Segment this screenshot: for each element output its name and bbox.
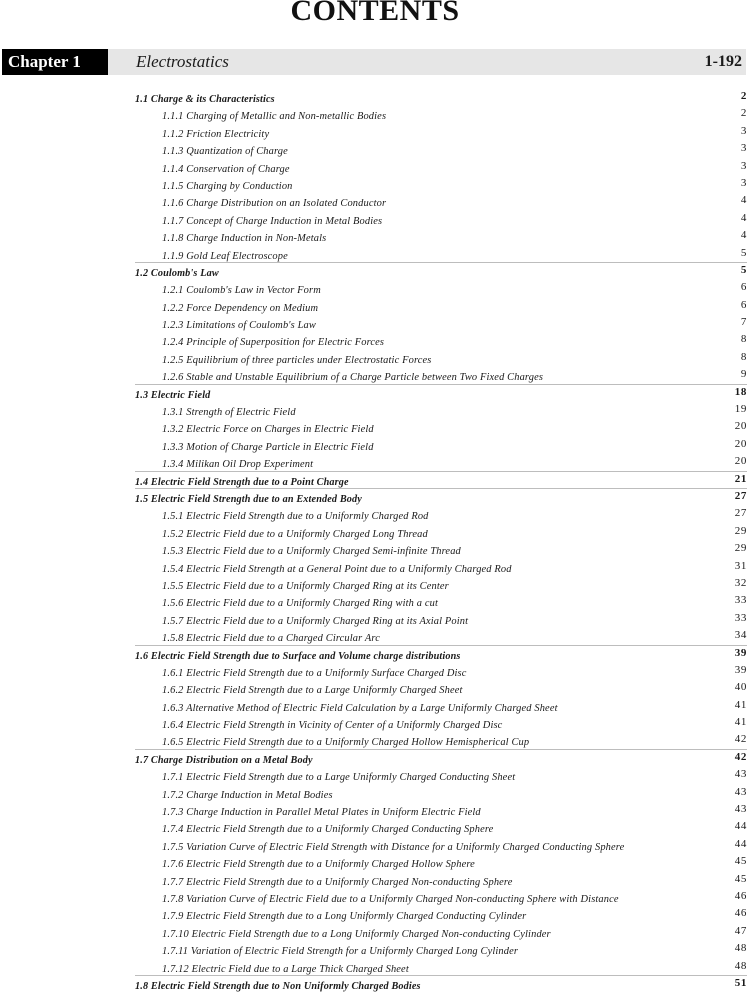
toc-entry-title: 1.7.6 Electric Field Strength due to a Uniformly Charged Hollow Sphere [162, 859, 475, 871]
toc-entry-title: 1.5.6 Electric Field due to a Uniformly Charged Ring with a cut [162, 598, 439, 610]
toc-entry-title: 1.5.3 Electric Field due to a Uniformly Charged Semi-infinite Thread [162, 546, 461, 558]
section-divider [135, 384, 747, 385]
toc-entry-title: 1.8 Electric Field Strength due to Non Uniformly Charged Bodies [135, 980, 421, 992]
toc-entry-title: 1.7.2 Charge Induction in Metal Bodies [162, 789, 333, 801]
toc-entry-page: 6 [740, 298, 747, 311]
toc-entry-page: 45 [734, 872, 747, 885]
toc-entry-page: 32 [734, 576, 747, 589]
section-divider [135, 749, 747, 750]
toc-subsection-row [135, 784, 747, 801]
toc-entry-title: 1.1.9 Gold Leaf Electroscope [162, 250, 288, 262]
toc-subsection-row [135, 836, 747, 853]
toc-subsection-row [135, 227, 747, 244]
table-of-contents [135, 88, 747, 992]
toc-entry-page: 3 [740, 159, 747, 172]
toc-entry-title: 1.3.2 Electric Force on Charges in Electric Field [162, 424, 374, 436]
chapter-header [0, 47, 750, 76]
toc-entry-page: 51 [734, 976, 747, 989]
toc-subsection-row [135, 871, 747, 888]
toc-entry-title: 1.4 Electric Field Strength due to a Point Charge [135, 476, 349, 488]
toc-entry-title: 1.7.1 Electric Field Strength due to a Large Uniformly Charged Conducting Sheet [162, 772, 516, 784]
toc-entry-page: 33 [734, 611, 747, 624]
toc-entry-title: 1.7.8 Variation Curve of Electric Field due to a Uniformly Charged Non-conducting Sphere with Distance [162, 893, 619, 905]
toc-subsection-row [135, 801, 747, 818]
toc-entry-page: 41 [734, 716, 747, 729]
toc-entry-title: 1.6.4 Electric Field Strength in Vicinity of Center of a Uniformly Charged Disc [162, 720, 503, 732]
toc-entry-title: 1.5.5 Electric Field due to a Uniformly Charged Ring at its Center [162, 580, 449, 592]
toc-entry-page: 43 [734, 803, 747, 816]
toc-entry-title: 1.1.5 Charging by Conduction [162, 180, 293, 192]
toc-subsection-row [135, 540, 747, 557]
section-divider [135, 645, 747, 646]
toc-entry-page: 18 [734, 385, 747, 398]
toc-section-row [135, 88, 747, 105]
toc-entry-title: 1.2.3 Limitations of Coulomb's Law [162, 320, 316, 332]
toc-entry-page: 7 [740, 316, 747, 329]
toc-entry-title: 1.6.5 Electric Field Strength due to a Uniformly Charged Hollow Hemispherical Cup [162, 737, 530, 749]
toc-entry-page: 45 [734, 855, 747, 868]
toc-section-row [135, 749, 747, 766]
toc-section-row [135, 471, 747, 488]
toc-entry-title: 1.3 Electric Field [135, 389, 211, 401]
toc-entry-page: 44 [734, 837, 747, 850]
toc-entry-title: 1.1 Charge & its Characteristics [135, 94, 275, 105]
toc-subsection-row [135, 314, 747, 331]
toc-subsection-row [135, 192, 747, 209]
toc-entry-title: 1.5.7 Electric Field due to a Uniformly Charged Ring at its Axial Point [162, 615, 469, 627]
toc-entry-page: 31 [734, 559, 747, 572]
toc-entry-page: 48 [734, 942, 747, 955]
toc-entry-page: 27 [734, 507, 747, 520]
toc-subsection-row [135, 575, 747, 592]
toc-entry-title: 1.6.2 Electric Field Strength due to a Large Uniformly Charged Sheet [162, 685, 463, 697]
toc-entry-page: 5 [740, 246, 747, 259]
chapter-label: Chapter 1 [2, 49, 108, 75]
toc-subsection-row [135, 523, 747, 540]
toc-entry-title: 1.5.2 Electric Field due to a Uniformly Charged Long Thread [162, 528, 428, 540]
section-divider [135, 488, 747, 489]
toc-subsection-row [135, 279, 747, 296]
toc-subsection-row [135, 349, 747, 366]
toc-subsection-row [135, 175, 747, 192]
toc-entry-page: 4 [740, 194, 747, 207]
toc-subsection-row [135, 888, 747, 905]
toc-entry-title: 1.7.12 Electric Field due to a Large Thick Charged Sheet [162, 963, 409, 975]
toc-entry-page: 20 [734, 437, 747, 450]
toc-subsection-row [135, 627, 747, 644]
toc-subsection-row [135, 923, 747, 940]
toc-subsection-row [135, 958, 747, 975]
toc-entry-page: 20 [734, 420, 747, 433]
toc-entry-page: 8 [740, 350, 747, 363]
toc-entry-page: 39 [734, 663, 747, 676]
toc-entry-page: 33 [734, 594, 747, 607]
toc-subsection-row [135, 297, 747, 314]
toc-subsection-row [135, 714, 747, 731]
toc-entry-title: 1.1.4 Conservation of Charge [162, 163, 290, 175]
toc-entry-page: 47 [734, 924, 747, 937]
toc-entry-title: 1.7.9 Electric Field Strength due to a Long Uniformly Charged Conducting Cylinder [162, 911, 527, 923]
toc-subsection-row [135, 331, 747, 348]
toc-entry-page: 27 [734, 489, 747, 502]
toc-entry-title: 1.2.5 Equilibrium of three particles under Electrostatic Forces [162, 354, 432, 366]
toc-entry-page: 43 [734, 768, 747, 781]
toc-subsection-row [135, 766, 747, 783]
toc-entry-page: 46 [734, 889, 747, 902]
toc-entry-page: 3 [740, 142, 747, 155]
toc-entry-title: 1.2.6 Stable and Unstable Equilibrium of a Charge Particle between Two Fixed Charges [162, 372, 544, 384]
toc-entry-title: 1.5.1 Electric Field Strength due to a Uniformly Charged Rod [162, 511, 429, 523]
toc-subsection-row [135, 610, 747, 627]
toc-entry-page: 42 [734, 750, 747, 763]
toc-entry-title: 1.5 Electric Field Strength due to an Extended Body [135, 493, 362, 505]
toc-subsection-row [135, 418, 747, 435]
toc-entry-title: 1.7.11 Variation of Electric Field Strength for a Uniformly Charged Long Cylinder [162, 946, 519, 958]
toc-entry-title: 1.5.8 Electric Field due to a Charged Circular Arc [162, 633, 380, 645]
toc-subsection-row [135, 905, 747, 922]
toc-entry-page: 3 [740, 176, 747, 189]
toc-entry-page: 2 [740, 90, 747, 102]
toc-entry-page: 42 [734, 733, 747, 746]
toc-entry-title: 1.6 Electric Field Strength due to Surface and Volume charge distributions [135, 650, 461, 662]
toc-entry-page: 39 [734, 646, 747, 659]
toc-entry-title: 1.7.3 Charge Induction in Parallel Metal Plates in Uniform Electric Field [162, 807, 481, 819]
toc-subsection-row [135, 505, 747, 522]
toc-entry-title: 1.3.1 Strength of Electric Field [162, 407, 296, 419]
toc-subsection-row [135, 436, 747, 453]
toc-entry-title: 1.5.4 Electric Field Strength at a General Point due to a Uniformly Charged Rod [162, 563, 512, 575]
toc-subsection-row [135, 818, 747, 835]
toc-entry-title: 1.6.3 Alternative Method of Electric Field Calculation by a Large Uniformly Charged Sheet [162, 702, 558, 714]
toc-subsection-row [135, 453, 747, 470]
section-divider [135, 471, 747, 472]
toc-entry-page: 2 [740, 107, 747, 120]
section-divider [135, 975, 747, 976]
toc-entry-page: 43 [734, 785, 747, 798]
toc-entry-title: 1.1.6 Charge Distribution on an Isolated Conductor [162, 198, 387, 210]
toc-entry-page: 29 [734, 542, 747, 555]
toc-subsection-row [135, 558, 747, 575]
toc-subsection-row [135, 245, 747, 262]
toc-entry-page: 48 [734, 959, 747, 972]
toc-entry-page: 20 [734, 455, 747, 468]
toc-subsection-row [135, 123, 747, 140]
toc-entry-title: 1.3.3 Motion of Charge Particle in Electric Field [162, 441, 374, 453]
toc-entry-title: 1.3.4 Milikan Oil Drop Experiment [162, 459, 314, 471]
toc-entry-page: 9 [740, 368, 747, 381]
toc-subsection-row [135, 853, 747, 870]
toc-subsection-row [135, 592, 747, 609]
toc-entry-title: 1.2.2 Force Dependency on Medium [162, 302, 319, 314]
toc-subsection-row [135, 401, 747, 418]
toc-entry-title: 1.1.3 Quantization of Charge [162, 146, 288, 158]
toc-entry-title: 1.1.7 Concept of Charge Induction in Metal Bodies [162, 215, 383, 227]
toc-section-row [135, 975, 747, 992]
toc-entry-page: 4 [740, 229, 747, 242]
toc-entry-title: 1.1.8 Charge Induction in Non-Metals [162, 233, 327, 245]
toc-entry-page: 21 [734, 472, 747, 485]
toc-subsection-row [135, 140, 747, 157]
toc-subsection-row [135, 679, 747, 696]
toc-entry-title: 1.2 Coulomb's Law [135, 267, 219, 279]
page-title: CONTENTS [290, 0, 460, 27]
toc-subsection-row [135, 697, 747, 714]
toc-section-row [135, 488, 747, 505]
toc-entry-page: 4 [740, 211, 747, 224]
toc-entry-title: 1.6.1 Electric Field Strength due to a Uniformly Surface Charged Disc [162, 667, 467, 679]
toc-subsection-row [135, 210, 747, 227]
toc-entry-title: 1.7.5 Variation Curve of Electric Field Strength with Distance for a Uniformly Charged Conducting Sphere [162, 841, 625, 853]
toc-entry-title: 1.2.1 Coulomb's Law in Vector Form [162, 285, 321, 297]
toc-entry-title: 1.7.10 Electric Field Strength due to a Long Uniformly Charged Non-conducting Cylinder [162, 928, 551, 940]
toc-entry-page: 19 [734, 403, 747, 416]
toc-entry-page: 44 [734, 820, 747, 833]
toc-section-row [135, 645, 747, 662]
chapter-title-band [108, 49, 746, 75]
toc-entry-title: 1.1.2 Friction Electricity [162, 128, 270, 140]
toc-entry-page: 29 [734, 524, 747, 537]
chapter-page-range: 1-192 [704, 53, 742, 70]
toc-entry-page: 46 [734, 907, 747, 920]
toc-entry-page: 41 [734, 698, 747, 711]
section-divider [135, 262, 747, 263]
toc-entry-page: 8 [740, 333, 747, 346]
chapter-title: Electrostatics [136, 52, 229, 71]
toc-subsection-row [135, 940, 747, 957]
toc-entry-title: 1.7 Charge Distribution on a Metal Body [135, 754, 313, 766]
toc-section-row [135, 262, 747, 279]
toc-subsection-row [135, 366, 747, 383]
toc-entry-page: 3 [740, 124, 747, 137]
toc-subsection-row [135, 105, 747, 122]
toc-entry-page: 34 [734, 629, 747, 642]
toc-entry-title: 1.7.4 Electric Field Strength due to a Uniformly Charged Conducting Sphere [162, 824, 494, 836]
toc-subsection-row [135, 731, 747, 748]
toc-section-row [135, 384, 747, 401]
toc-entry-page: 5 [740, 263, 747, 276]
toc-entry-page: 6 [740, 281, 747, 294]
toc-entry-title: 1.2.4 Principle of Superposition for Electric Forces [162, 337, 385, 349]
toc-entry-title: 1.1.1 Charging of Metallic and Non-metallic Bodies [162, 111, 387, 123]
toc-entry-page: 40 [734, 681, 747, 694]
toc-subsection-row [135, 662, 747, 679]
toc-entry-title: 1.7.7 Electric Field Strength due to a Uniformly Charged Non-conducting Sphere [162, 876, 513, 888]
toc-subsection-row [135, 158, 747, 175]
